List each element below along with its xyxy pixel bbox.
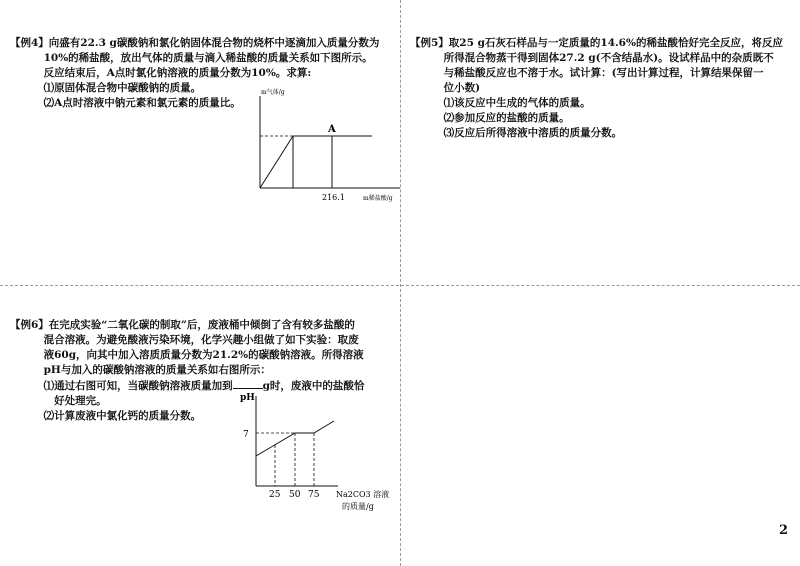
- example-6-question-1-text-b: g时，废液中的盐酸恰: [262, 380, 365, 392]
- example-6-x-label-2: 的质量/g: [342, 502, 374, 511]
- example-4-question-2: ⑵A点时溶液中钠元素和氯元素的质量比。: [43, 97, 241, 109]
- example-6-line-1: 【例6】在完成实验“二氧化碳的制取”后，废液桶中倾倒了含有较多盐酸的: [10, 319, 355, 331]
- example-5-line-1: 【例5】取25 g石灰石样品与一定质量的14.6%的稀盐酸恰好完全反应，将反应: [410, 37, 783, 49]
- example-6-y-label: pH: [240, 393, 255, 403]
- example-5: [410, 36, 795, 141]
- example-4-line-3: 反应结束后，A点时氯化钠溶液的质量分数为10%。求算:: [43, 67, 312, 79]
- example-5-line-3: 与稀盐酸反应也不溶于水。试计算：(写出计算过程，计算结果保留一: [443, 67, 764, 79]
- example-4-rise-line: [260, 136, 293, 188]
- example-6-question-1-cont: 好处理完。: [54, 395, 107, 407]
- example-4-point-A: A: [328, 124, 336, 135]
- example-5-question-1: ⑴该反应中生成的气体的质量。: [443, 97, 591, 109]
- example-6-question-2: ⑵计算废液中氯化钙的质量分数。: [43, 410, 202, 422]
- example-5-question-3: ⑶反应后所得溶液中溶质的质量分数。: [443, 127, 623, 139]
- example-6-line-3: 液60g，向其中加入溶质质量分数为21.2%的碳酸钠溶液。所得溶液: [43, 349, 364, 361]
- example-6-chart: [238, 388, 400, 520]
- example-4-chart: [240, 84, 405, 209]
- example-4-y-label: m气体/g: [261, 89, 285, 96]
- example-4-question-1: ⑴原固体混合物中碳酸钠的质量。: [43, 82, 202, 94]
- example-6-x-tick-25: 25: [269, 490, 281, 500]
- example-5-question-2: ⑵参加反应的盐酸的质量。: [443, 112, 570, 124]
- example-4-line-1: 【例4】向盛有22.3 g碳酸钠和氯化钠固体混合物的烧杯中逐滴加入质量分数为: [10, 37, 380, 49]
- page-number: 2: [778, 523, 788, 538]
- example-6-question-1-text-a: ⑴通过右图可知，当碳酸钠溶液质量加到: [43, 380, 233, 392]
- example-4-x-label: m稀盐酸/g: [363, 195, 393, 202]
- example-4-line-2: 10%的稀盐酸，放出气体的质量与滴入稀盐酸的质量关系如下图所示。: [43, 52, 373, 64]
- example-6-y-tick: 7: [243, 430, 249, 440]
- example-6-x-label-1: Na2CO3 溶液: [336, 490, 390, 499]
- example-6-x-tick-75: 75: [308, 490, 320, 500]
- example-6-line-4: pH与加入的碳酸钠溶液的质量关系如右图所示：: [43, 364, 271, 376]
- example-5-line-4: 位小数): [443, 82, 481, 94]
- example-4-x-tick: 216.1: [322, 193, 345, 202]
- example-6-x-tick-50: 50: [289, 490, 301, 500]
- example-6-line-2: 混合溶液。为避免酸液污染环境，化学兴趣小组做了如下实验：取废: [43, 334, 359, 346]
- example-5-line-2: 所得混合物蒸干得到固体27.2 g(不含结晶水)。设试样品中的杂质既不: [443, 52, 774, 64]
- row-divider: [0, 285, 800, 286]
